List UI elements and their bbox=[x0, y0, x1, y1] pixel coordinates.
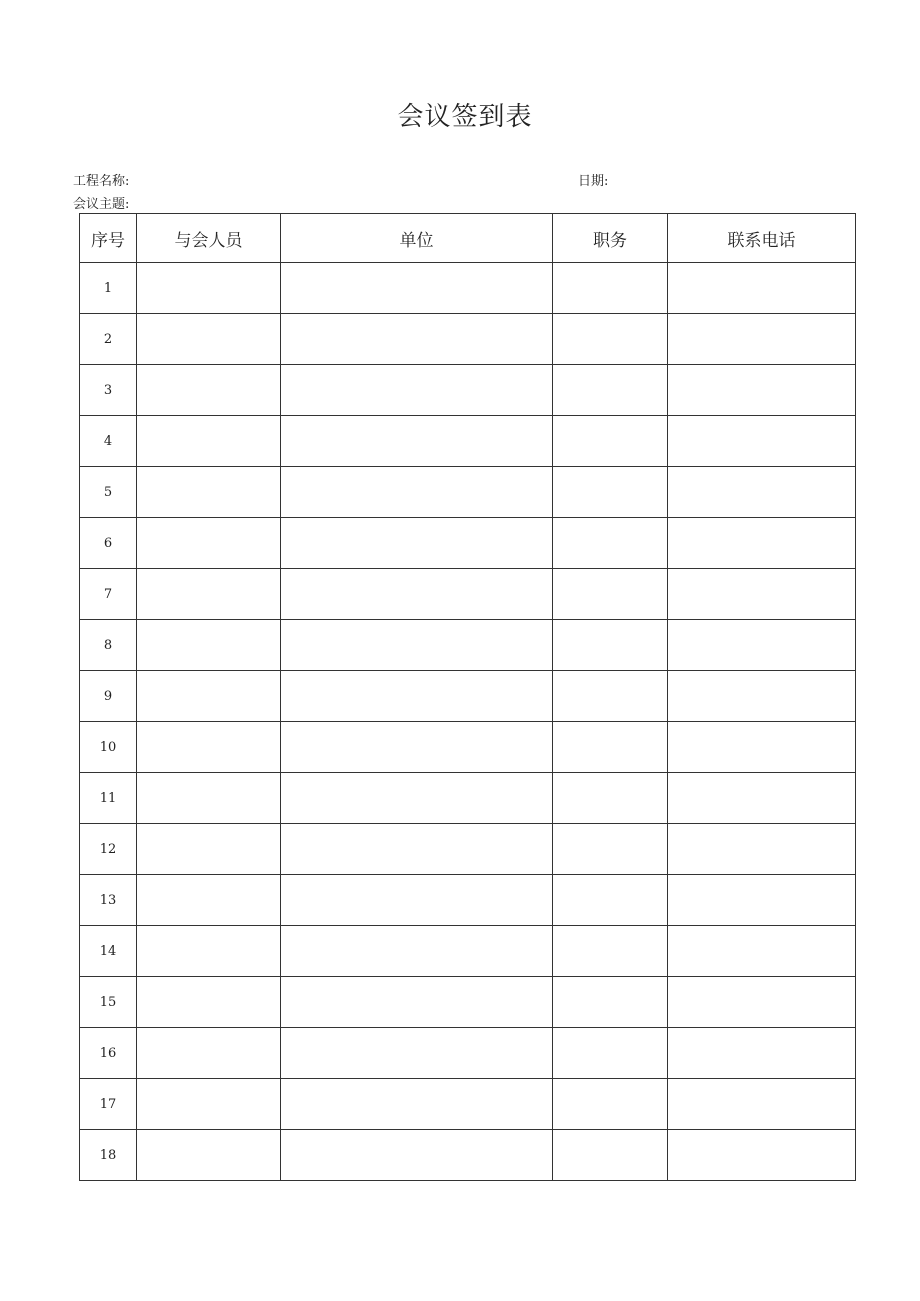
organization-cell[interactable] bbox=[281, 314, 553, 365]
table-row bbox=[80, 416, 856, 467]
position-cell[interactable] bbox=[553, 1079, 668, 1130]
attendee-cell[interactable] bbox=[137, 365, 281, 416]
phone-cell[interactable] bbox=[668, 1079, 856, 1130]
serial-number-cell: 8 bbox=[80, 620, 137, 671]
serial-number-cell: 14 bbox=[80, 926, 137, 977]
serial-number-cell: 5 bbox=[80, 467, 137, 518]
sign-in-table bbox=[79, 213, 856, 1181]
table-row bbox=[80, 314, 856, 365]
phone-cell[interactable] bbox=[668, 722, 856, 773]
table-row bbox=[80, 1028, 856, 1079]
attendee-cell[interactable] bbox=[137, 1130, 281, 1181]
position-cell[interactable] bbox=[553, 977, 668, 1028]
organization-cell[interactable] bbox=[281, 1028, 553, 1079]
phone-cell[interactable] bbox=[668, 416, 856, 467]
attendee-cell[interactable] bbox=[137, 467, 281, 518]
position-cell[interactable] bbox=[553, 875, 668, 926]
position-cell[interactable] bbox=[553, 365, 668, 416]
attendee-cell[interactable] bbox=[137, 824, 281, 875]
organization-cell[interactable] bbox=[281, 263, 553, 314]
table-row bbox=[80, 620, 856, 671]
serial-number-cell: 11 bbox=[80, 773, 137, 824]
organization-cell[interactable] bbox=[281, 875, 553, 926]
serial-number-cell: 3 bbox=[80, 365, 137, 416]
table-body bbox=[80, 263, 856, 1181]
serial-number-cell: 17 bbox=[80, 1079, 137, 1130]
organization-cell[interactable] bbox=[281, 977, 553, 1028]
table-row bbox=[80, 875, 856, 926]
table-row bbox=[80, 263, 856, 314]
organization-cell[interactable] bbox=[281, 1130, 553, 1181]
serial-number-cell: 12 bbox=[80, 824, 137, 875]
position-cell[interactable] bbox=[553, 467, 668, 518]
position-cell[interactable] bbox=[553, 1028, 668, 1079]
table-row bbox=[80, 1079, 856, 1130]
phone-cell[interactable] bbox=[668, 467, 856, 518]
header-serial-number: 序号 bbox=[80, 214, 137, 263]
phone-cell[interactable] bbox=[668, 314, 856, 365]
position-cell[interactable] bbox=[553, 1130, 668, 1181]
table-row bbox=[80, 722, 856, 773]
organization-cell[interactable] bbox=[281, 722, 553, 773]
attendee-cell[interactable] bbox=[137, 977, 281, 1028]
serial-number-cell: 2 bbox=[80, 314, 137, 365]
attendee-cell[interactable] bbox=[137, 518, 281, 569]
attendee-cell[interactable] bbox=[137, 1028, 281, 1079]
position-cell[interactable] bbox=[553, 722, 668, 773]
serial-number-cell: 6 bbox=[80, 518, 137, 569]
attendee-cell[interactable] bbox=[137, 926, 281, 977]
position-cell[interactable] bbox=[553, 518, 668, 569]
organization-cell[interactable] bbox=[281, 569, 553, 620]
position-cell[interactable] bbox=[553, 824, 668, 875]
phone-cell[interactable] bbox=[668, 773, 856, 824]
meeting-topic-label: 会议主题: bbox=[73, 197, 130, 212]
header-organization: 单位 bbox=[281, 214, 553, 263]
attendee-cell[interactable] bbox=[137, 1079, 281, 1130]
organization-cell[interactable] bbox=[281, 620, 553, 671]
table-row bbox=[80, 467, 856, 518]
organization-cell[interactable] bbox=[281, 1079, 553, 1130]
phone-cell[interactable] bbox=[668, 977, 856, 1028]
organization-cell[interactable] bbox=[281, 365, 553, 416]
table-row bbox=[80, 671, 856, 722]
serial-number-cell: 13 bbox=[80, 875, 137, 926]
phone-cell[interactable] bbox=[668, 263, 856, 314]
serial-number-cell: 1 bbox=[80, 263, 137, 314]
serial-number-cell: 10 bbox=[80, 722, 137, 773]
position-cell[interactable] bbox=[553, 620, 668, 671]
attendee-cell[interactable] bbox=[137, 314, 281, 365]
header-attendee: 与会人员 bbox=[137, 214, 281, 263]
phone-cell[interactable] bbox=[668, 365, 856, 416]
serial-number-cell: 18 bbox=[80, 1130, 137, 1181]
phone-cell[interactable] bbox=[668, 875, 856, 926]
attendee-cell[interactable] bbox=[137, 416, 281, 467]
header-position: 职务 bbox=[553, 214, 668, 263]
phone-cell[interactable] bbox=[668, 1130, 856, 1181]
attendee-cell[interactable] bbox=[137, 569, 281, 620]
table-row bbox=[80, 824, 856, 875]
project-name-label: 工程名称: bbox=[73, 174, 130, 189]
serial-number-cell: 9 bbox=[80, 671, 137, 722]
position-cell[interactable] bbox=[553, 671, 668, 722]
serial-number-cell: 15 bbox=[80, 977, 137, 1028]
organization-cell[interactable] bbox=[281, 518, 553, 569]
table-row bbox=[80, 926, 856, 977]
table-row bbox=[80, 365, 856, 416]
page-title: 会议签到表 bbox=[397, 102, 533, 132]
date-label: 日期: bbox=[578, 174, 609, 189]
serial-number-cell: 7 bbox=[80, 569, 137, 620]
attendee-cell[interactable] bbox=[137, 671, 281, 722]
phone-cell[interactable] bbox=[668, 620, 856, 671]
phone-cell[interactable] bbox=[668, 926, 856, 977]
attendee-cell[interactable] bbox=[137, 773, 281, 824]
attendee-cell[interactable] bbox=[137, 722, 281, 773]
attendee-cell[interactable] bbox=[137, 875, 281, 926]
phone-cell[interactable] bbox=[668, 569, 856, 620]
position-cell[interactable] bbox=[553, 926, 668, 977]
table-row bbox=[80, 518, 856, 569]
organization-cell[interactable] bbox=[281, 824, 553, 875]
attendee-cell[interactable] bbox=[137, 620, 281, 671]
position-cell[interactable] bbox=[553, 263, 668, 314]
table-row bbox=[80, 773, 856, 824]
organization-cell[interactable] bbox=[281, 671, 553, 722]
phone-cell[interactable] bbox=[668, 671, 856, 722]
attendee-cell[interactable] bbox=[137, 263, 281, 314]
serial-number-cell: 16 bbox=[80, 1028, 137, 1079]
header-phone: 联系电话 bbox=[668, 214, 856, 263]
position-cell[interactable] bbox=[553, 416, 668, 467]
position-cell[interactable] bbox=[553, 569, 668, 620]
position-cell[interactable] bbox=[553, 773, 668, 824]
phone-cell[interactable] bbox=[668, 518, 856, 569]
table-row bbox=[80, 1130, 856, 1181]
phone-cell[interactable] bbox=[668, 824, 856, 875]
table-header-row bbox=[80, 214, 856, 263]
organization-cell[interactable] bbox=[281, 773, 553, 824]
position-cell[interactable] bbox=[553, 314, 668, 365]
table-row bbox=[80, 977, 856, 1028]
serial-number-cell: 4 bbox=[80, 416, 137, 467]
phone-cell[interactable] bbox=[668, 1028, 856, 1079]
organization-cell[interactable] bbox=[281, 926, 553, 977]
organization-cell[interactable] bbox=[281, 467, 553, 518]
table-row bbox=[80, 569, 856, 620]
organization-cell[interactable] bbox=[281, 416, 553, 467]
